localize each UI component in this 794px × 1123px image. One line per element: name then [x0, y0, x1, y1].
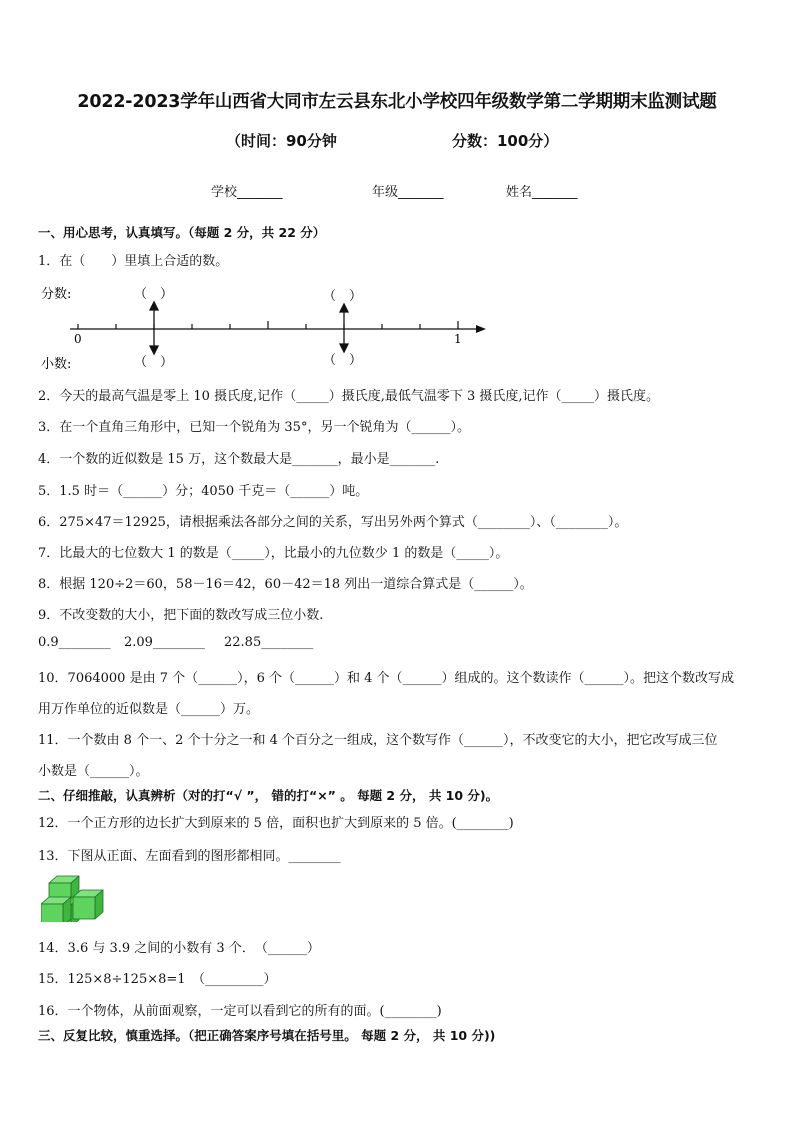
- question-11-line-1: 11．一个数由 8 个一、2 个十分之一和 4 个百分之一组成，这个数写作（______），不改变它的大小，把它改写成三位: [38, 733, 718, 748]
- question-3: 3．在一个直角三角形中，已知一个锐角为 35°，另一个锐角为（______）。: [38, 420, 470, 435]
- number-line-figure: [38, 282, 508, 377]
- question-4: 4．一个数的近似数是 15 万，这个数最大是_______，最小是_______.: [38, 452, 440, 467]
- section-1-heading: 一、用心思考，认真填写。（每题 2 分，共 22 分）: [38, 225, 326, 240]
- question-10-line-2: 用万作单位的近似数是（______）万。: [38, 702, 260, 717]
- cubes-figure: [41, 870, 107, 922]
- page-title: 2022-2023学年山西省大同市左云县东北小学校四年级数学第二学期期末监测试题: [77, 92, 717, 112]
- name-field[interactable]: 姓名_______: [506, 185, 578, 200]
- question-7: 7．比最大的七位数大 1 的数是（_____），比最小的九位数少 1 的数是（_____）。: [38, 546, 509, 561]
- cube-front-face: [41, 904, 63, 922]
- axis-arrow: [476, 325, 486, 333]
- question-9: 9．不改变数的大小，把下面的数改写成三位小数.: [38, 608, 324, 623]
- question-14: 14．3.6 与 3.9 之间的小数有 3 个． （______）: [38, 941, 320, 956]
- decimal-blank-1[interactable]: （ ）: [134, 355, 174, 370]
- section-2-heading: 二、仔细推敲，认真辨析（对的打“√ ”， 错的打“×” 。 每题 2 分， 共 10 分)。: [38, 788, 499, 803]
- number-line-ticks: [78, 321, 458, 329]
- decimal-label: 小数:: [41, 357, 72, 372]
- tick-label-zero: 0: [74, 332, 82, 346]
- q9-item-3[interactable]: 22.85________: [224, 635, 314, 650]
- fraction-label: 分数:: [41, 287, 72, 302]
- tick-label-one: 1: [454, 332, 462, 346]
- question-15: 15．125×8÷125×8=1 （_________）: [38, 972, 277, 987]
- q9-item-1[interactable]: 0.9________: [38, 635, 111, 650]
- section-3-heading: 三、反复比较，慎重选择。（把正确答案序号填在括号里。 每题 2 分， 共 10 分)): [38, 1028, 496, 1043]
- decimal-blank-2[interactable]: （ ）: [323, 353, 363, 368]
- question-5: 5．1.5 时＝（______）分；4050 千克＝（______）吨。: [38, 484, 369, 499]
- question-13: 13．下图从正面、左面看到的图形都相同。________: [38, 849, 341, 864]
- question-2: 2．今天的最高气温是零上 10 摄氏度,记作（_____）摄氏度,最低气温零下 3 摄氏度,记作（_____）摄氏度。: [38, 389, 660, 404]
- question-16: 16．一个物体，从前面观察，一定可以看到它的所有的面。(________): [38, 1004, 442, 1019]
- question-10-line-1: 10．7064000 是由 7 个（______），6 个（______）和 4 个（______）组成的。这个数读作（______）。把这个数改写成: [38, 671, 735, 686]
- q9-item-2[interactable]: 2.09________: [124, 635, 205, 650]
- arrow-marker-2: [340, 304, 348, 352]
- question-12: 12．一个正方形的边长扩大到原来的 5 倍，面积也扩大到原来的 5 倍。(________): [38, 816, 514, 831]
- arrow-marker-1: [150, 302, 158, 354]
- fraction-blank-1[interactable]: （ ）: [134, 287, 174, 302]
- exam-time: （时间：90分钟: [226, 132, 337, 150]
- question-6: 6．275×47＝12925，请根据乘法各部分之间的关系，写出另外两个算式（________）、（________）。: [38, 515, 628, 530]
- exam-score: 分数：100分）: [452, 132, 559, 150]
- school-field[interactable]: 学校_______: [211, 185, 283, 200]
- cube-front-face: [73, 897, 95, 919]
- question-8: 8．根据 120÷2＝60，58－16＝42，60－42＝18 列出一道综合算式是（______）。: [38, 577, 533, 592]
- question-11-line-2: 小数是（______）。: [38, 764, 149, 779]
- question-1: 1．在（ ）里填上合适的数。: [38, 254, 229, 269]
- grade-field[interactable]: 年级_______: [372, 185, 444, 200]
- fraction-blank-2[interactable]: （ ）: [323, 289, 363, 304]
